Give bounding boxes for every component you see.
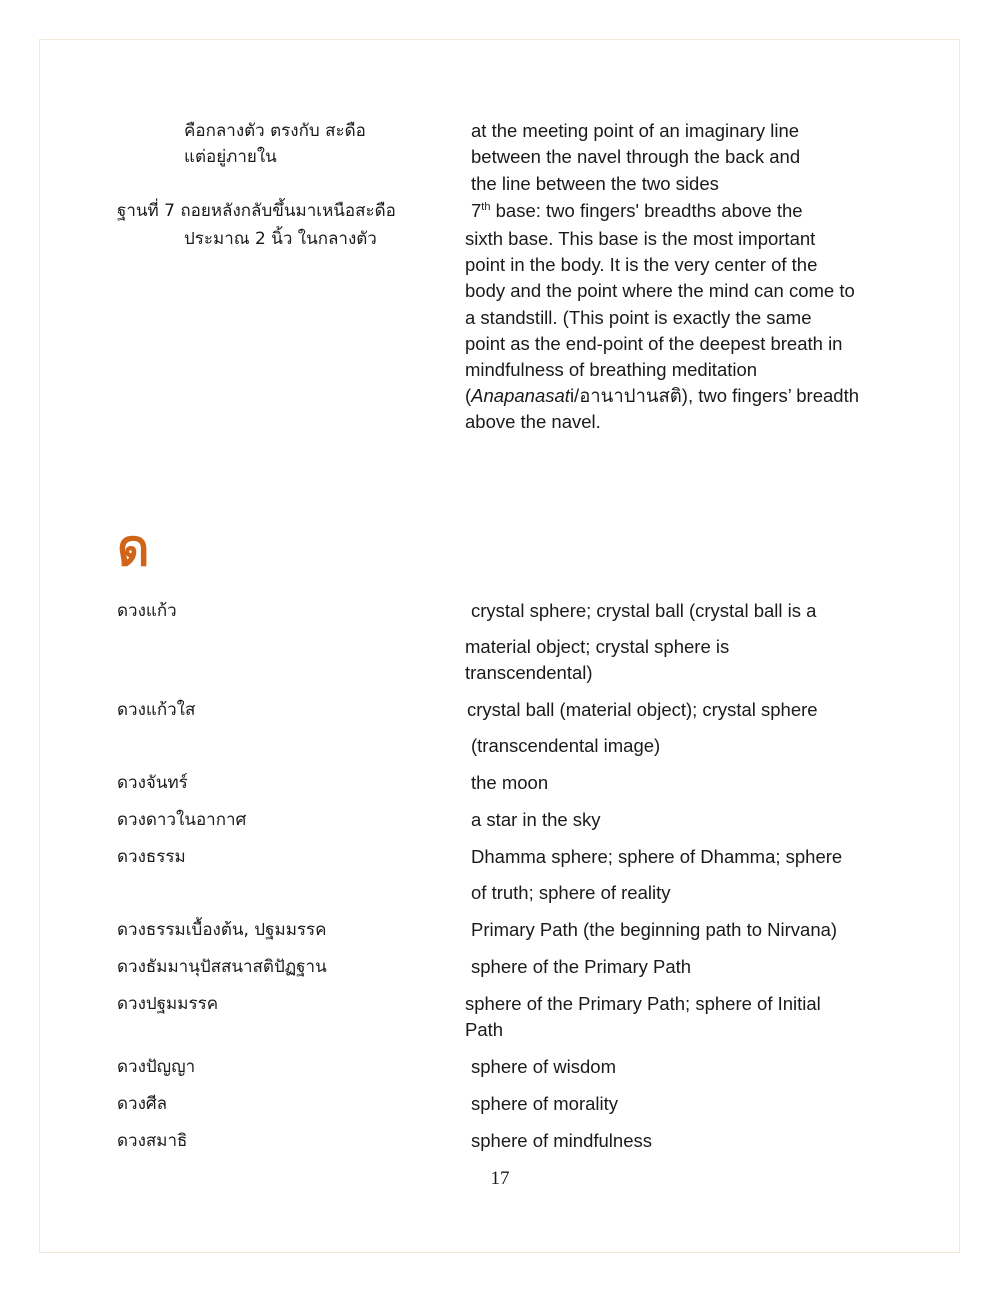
entry-english: sphere of the Primary Path	[471, 956, 692, 977]
section-letter: ด	[117, 519, 150, 577]
entry-thai: ดวงแก้วใส	[117, 700, 196, 720]
base7-thai-line-1: ฐานที่ 7 ถอยหลังกลับขึ้นมาเหนือสะดือ	[117, 201, 396, 221]
entry-english: material object; crystal sphere is	[465, 636, 730, 657]
anapanasati-line	[465, 383, 859, 409]
entry-english: crystal sphere; crystal ball (crystal ball is a	[471, 600, 817, 621]
anapanasati-italic: Anapanasat	[471, 385, 570, 407]
base7-line: body and the point where the mind can come to	[465, 280, 855, 302]
entry-thai: ดวงศีล	[117, 1094, 168, 1114]
entry-english: sphere of morality	[471, 1093, 619, 1114]
base7-line: a standstill. (This point is exactly the same	[465, 306, 812, 328]
entry-thai: ดวงปัญญา	[117, 1057, 196, 1077]
base7-line: point in the body. It is the very center of the	[465, 254, 818, 276]
base7-first-line	[471, 198, 803, 224]
eng-line: between the navel through the back and	[471, 146, 801, 167]
entry-english: the moon	[471, 772, 549, 793]
paren-open: (	[465, 385, 472, 407]
entry-thai: ดวงธรรม	[117, 847, 186, 867]
entry-thai: ดวงปฐมมรรค	[117, 994, 219, 1014]
base7-description	[465, 226, 859, 436]
entry-english: sphere of wisdom	[471, 1056, 616, 1077]
entry-english: Dhamma sphere; sphere of Dhamma; sphere	[471, 846, 843, 867]
entry-thai: ดวงสมาธิ	[117, 1131, 188, 1151]
anapanasati-rest: i/อานาปานสติ), two fingers’ breadth	[569, 385, 860, 407]
base7-thai-line-2: ประมาณ 2 นิ้ว ในกลางตัว	[184, 229, 377, 249]
base7-line: point as the end-point of the deepest breath in	[465, 332, 843, 354]
entry-thai: ดวงธัมมานุปัสสนาสติปัฏฐาน	[117, 957, 327, 977]
entry-english: Primary Path (the beginning path to Nirvana)	[471, 919, 838, 940]
entry-english: transcendental)	[465, 662, 593, 683]
base7-last-line: above the navel.	[465, 411, 601, 433]
entry-thai: ดวงดาวในอากาศ	[117, 810, 247, 830]
base7-number: 7	[471, 200, 482, 221]
entry-english: (transcendental image)	[471, 735, 661, 756]
entry-english: Path	[465, 1019, 504, 1040]
thai-line-1: คือกลางตัว ตรงกับ สะดือ	[184, 121, 366, 141]
eng-line: at the meeting point of an imaginary line	[471, 120, 800, 141]
entry-english: sphere of mindfulness	[471, 1130, 652, 1151]
entry-thai: ดวงจันทร์	[117, 773, 188, 793]
base7-line: sixth base. This base is the most important	[465, 228, 816, 249]
entry-english: of truth; sphere of reality	[471, 882, 671, 903]
base7-first-text: base: two fingers' breadths above the	[490, 200, 803, 221]
entry-english: a star in the sky	[471, 809, 601, 830]
entry-thai: ดวงธรรมเบื้องต้น, ปฐมมรรค	[117, 920, 327, 940]
entry-thai: ดวงแก้ว	[117, 601, 177, 621]
eng-line: the line between the two sides	[471, 173, 719, 194]
entry-english: sphere of the Primary Path; sphere of Initial	[465, 993, 821, 1014]
thai-line-2: แต่อยู่ภายใน	[184, 147, 277, 167]
entry-english: crystal ball (material object); crystal sphere	[467, 699, 818, 720]
page-number: 17	[490, 1168, 510, 1189]
base7-line: mindfulness of breathing meditation	[465, 359, 758, 381]
base7-superscript: th	[481, 200, 491, 213]
